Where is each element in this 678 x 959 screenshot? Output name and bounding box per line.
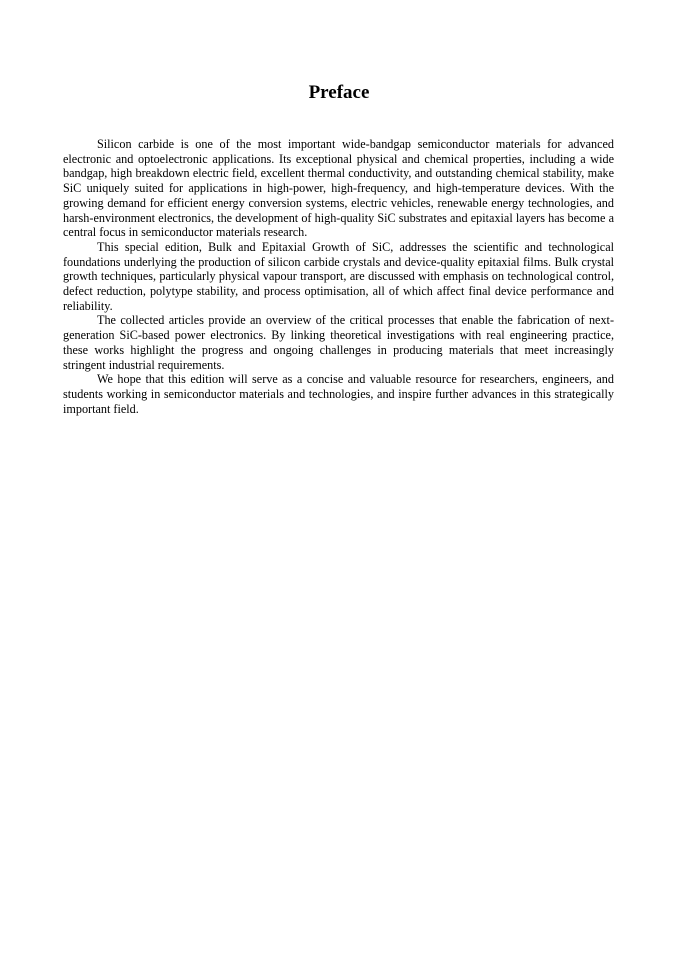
paragraph-3: The collected articles provide an overview of the critical processes that enable the fabrication of next-generation SiC-based power electronics. By linking theoretical investigations with real engineering practice, these works highlight the progress and ongoing challenges in producing materials that meet increasingly stringent industrial requirements. bbox=[63, 313, 614, 372]
paragraph-1: Silicon carbide is one of the most important wide-bandgap semiconductor materials for advanced electronic and optoelectronic applications. Its exceptional physical and chemical properties, including a wide bandgap, high breakdown electric field, excellent thermal conductivity, and outstanding chemical stability, make SiC uniquely suited for applications in high-power, high-frequency, and high-temperature devices. With the growing demand for efficient energy conversion systems, electric vehicles, renewable energy technologies, and harsh-environment electronics, the development of high-quality SiC substrates and epitaxial layers has become a central focus in semiconductor materials research. bbox=[63, 137, 614, 240]
page-title: Preface bbox=[308, 82, 370, 103]
paragraph-4: We hope that this edition will serve as a concise and valuable resource for researchers, engineers, and students working in semiconductor materials and technologies, and inspire further advances in this strategically important field. bbox=[63, 372, 614, 416]
paragraph-2: This special edition, Bulk and Epitaxial Growth of SiC, addresses the scientific and technological foundations underlying the production of silicon carbide crystals and device-quality epitaxial films. Bulk crystal growth techniques, particularly physical vapour transport, are discussed with emphasis on technological control, defect reduction, polytype stability, and process optimisation, all of which affect final device performance and reliability. bbox=[63, 239, 614, 313]
preface-body bbox=[63, 137, 614, 416]
